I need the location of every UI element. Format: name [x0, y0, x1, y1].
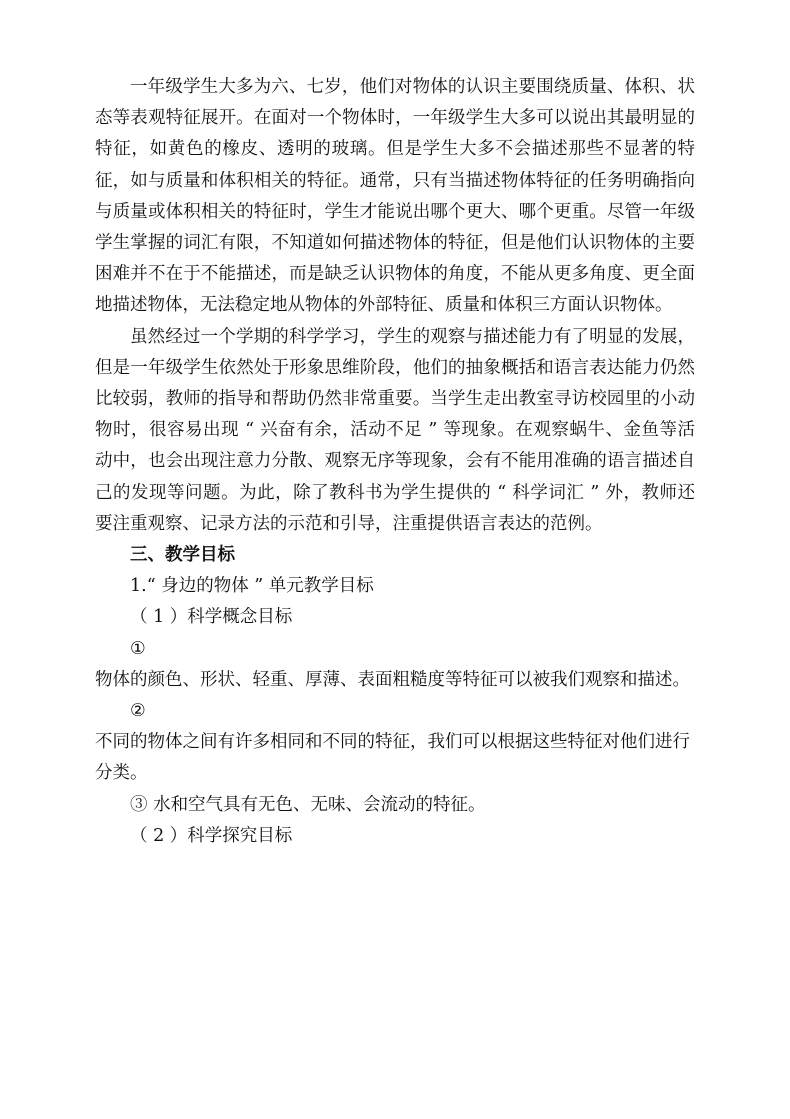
goal-item-3: ③ 水和空气具有无色、无味、会流动的特征。 — [130, 794, 486, 815]
unit-goal-heading: 1.“ 身边的物体 ” 单元教学目标 — [130, 576, 374, 597]
paragraph-observation-ability: 虽然经过一个学期的科学学习，学生的观察与描述能力有了明显的发展，但是一年级学生依然处于形象思维阶段，他们的抽象概括和语言表达能力仍然比较弱，教师的指导和帮助仍然非常重要。当学生走出教室寻访校园里的小动物时，很容易出现 “ 兴奋有余，活动不足 ” 等现象。在观察蜗牛、金鱼等活动中，也会出现注意力分散、观察无序等现象，会有不能用准确的语言描述自己的发现等问题。为此，除了教科书为学生提供的 “ 科学词汇 ” 外，教师还要注重观察、记录方法的示范和引导，注重提供语言表达的范例。 — [95, 326, 695, 534]
document-body — [95, 72, 695, 852]
goal-item-2-text: 不同的物体之间有许多相同和不同的特征，我们可以根据这些特征对他们进行分类。 — [95, 732, 690, 784]
goal-item-1-marker: ① — [130, 638, 146, 659]
section-heading: 三、教学目标 — [130, 545, 235, 566]
concept-goal-heading: （ 1 ）科学概念目标 — [130, 607, 293, 628]
inquiry-goal-heading: （ 2 ）科学探究目标 — [130, 825, 293, 846]
paragraph-student-cognition: 一年级学生大多为六、七岁，他们对物体的认识主要围绕质量、体积、状态等表观特征展开。在面对一个物体时，一年级学生大多可以说出其最明显的特征，如黄色的橡皮、透明的玻璃。但是学生大多不会描述那些不显著的特征，如与质量和体积相关的特征。通常，只有当描述物体特征的任务明确指向与质量或体积相关的特征时，学生才能说出哪个更大、哪个更重。尽管一年级学生掌握的词汇有限，不知道如何描述物体的特征，但是他们认识物体的主要困难并不在于不能描述，而是缺乏认识物体的角度，不能从更多角度、更全面地描述物体，无法稳定地从物体的外部特征、质量和体积三方面认识物体。 — [95, 77, 695, 316]
goal-item-1-text: 物体的颜色、形状、轻重、厚薄、表面粗糙度等特征可以被我们观察和描述。 — [95, 669, 690, 690]
goal-item-2-marker: ② — [130, 701, 146, 722]
